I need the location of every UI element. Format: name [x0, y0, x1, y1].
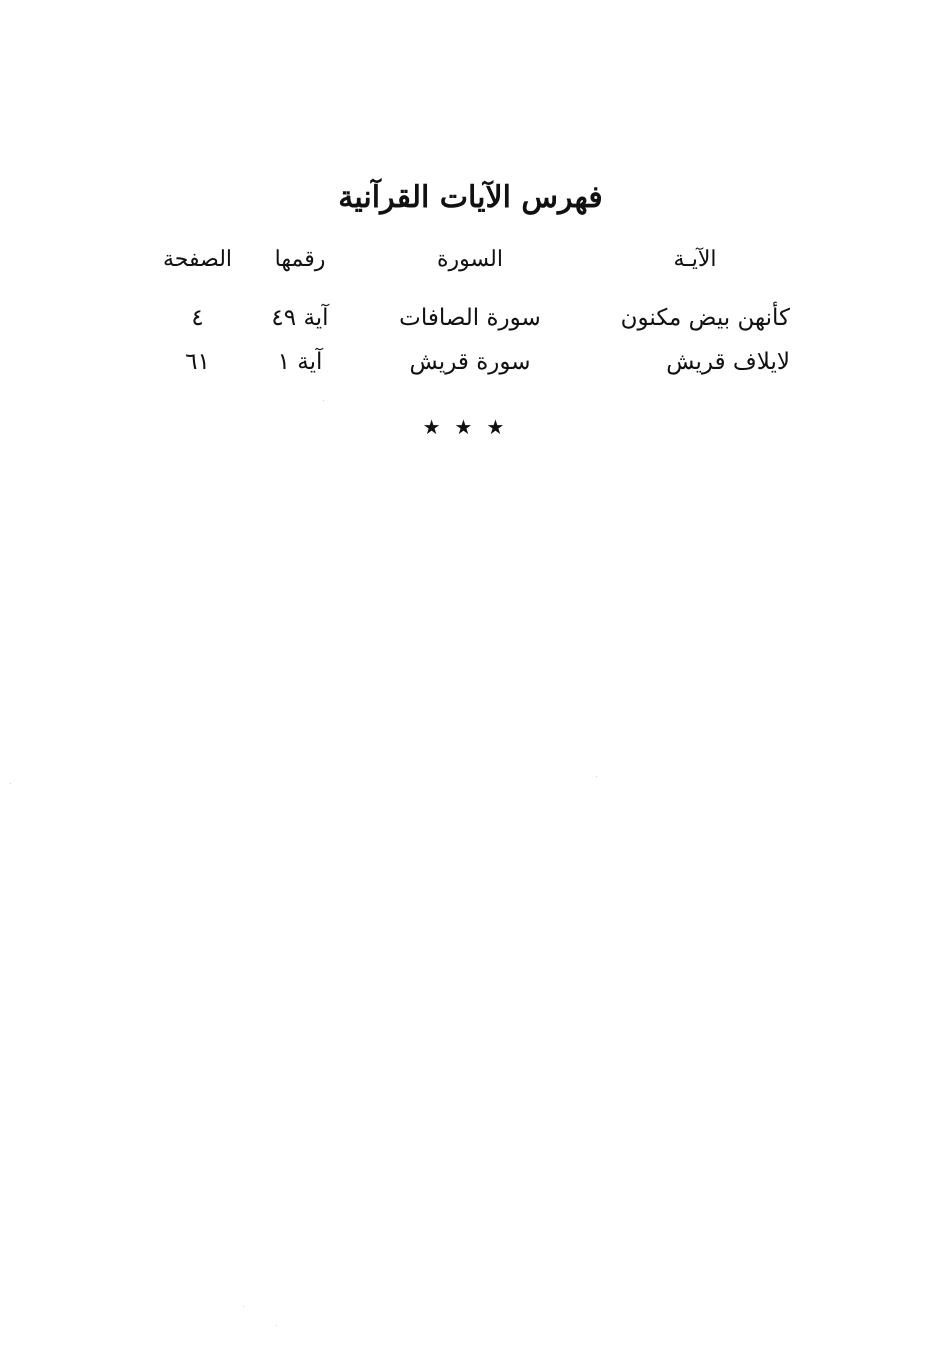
row-page: ٤: [191, 305, 204, 331]
row-surah: سورة قريش: [409, 349, 531, 375]
page-title: فهرس الآيات القرآنية: [338, 180, 603, 215]
scan-speck: [596, 776, 597, 777]
row-surah: سورة الصافات: [399, 305, 541, 331]
table-header-row: [0, 238, 941, 296]
scan-speck: [243, 1306, 244, 1307]
header-verse: الآيـة: [673, 247, 717, 272]
verses-index-table: [0, 238, 941, 384]
scan-speck: [276, 1325, 277, 1326]
scan-speck: [10, 783, 11, 784]
row-verse: لايلاف قريش: [666, 349, 790, 375]
header-surah: السورة: [437, 247, 503, 272]
scan-speck: [323, 400, 324, 401]
table-row: [0, 296, 941, 340]
header-page: الصفحة: [162, 247, 233, 272]
row-number: آية ٤٩: [271, 305, 329, 331]
table-row: [0, 340, 941, 384]
row-page: ٦١: [185, 349, 210, 375]
row-verse: كأنهن بيض مكنون: [620, 305, 790, 331]
header-number: رقمها: [274, 247, 326, 272]
row-number: آية ١: [277, 349, 323, 375]
end-marker-stars: ★★★: [422, 415, 519, 439]
